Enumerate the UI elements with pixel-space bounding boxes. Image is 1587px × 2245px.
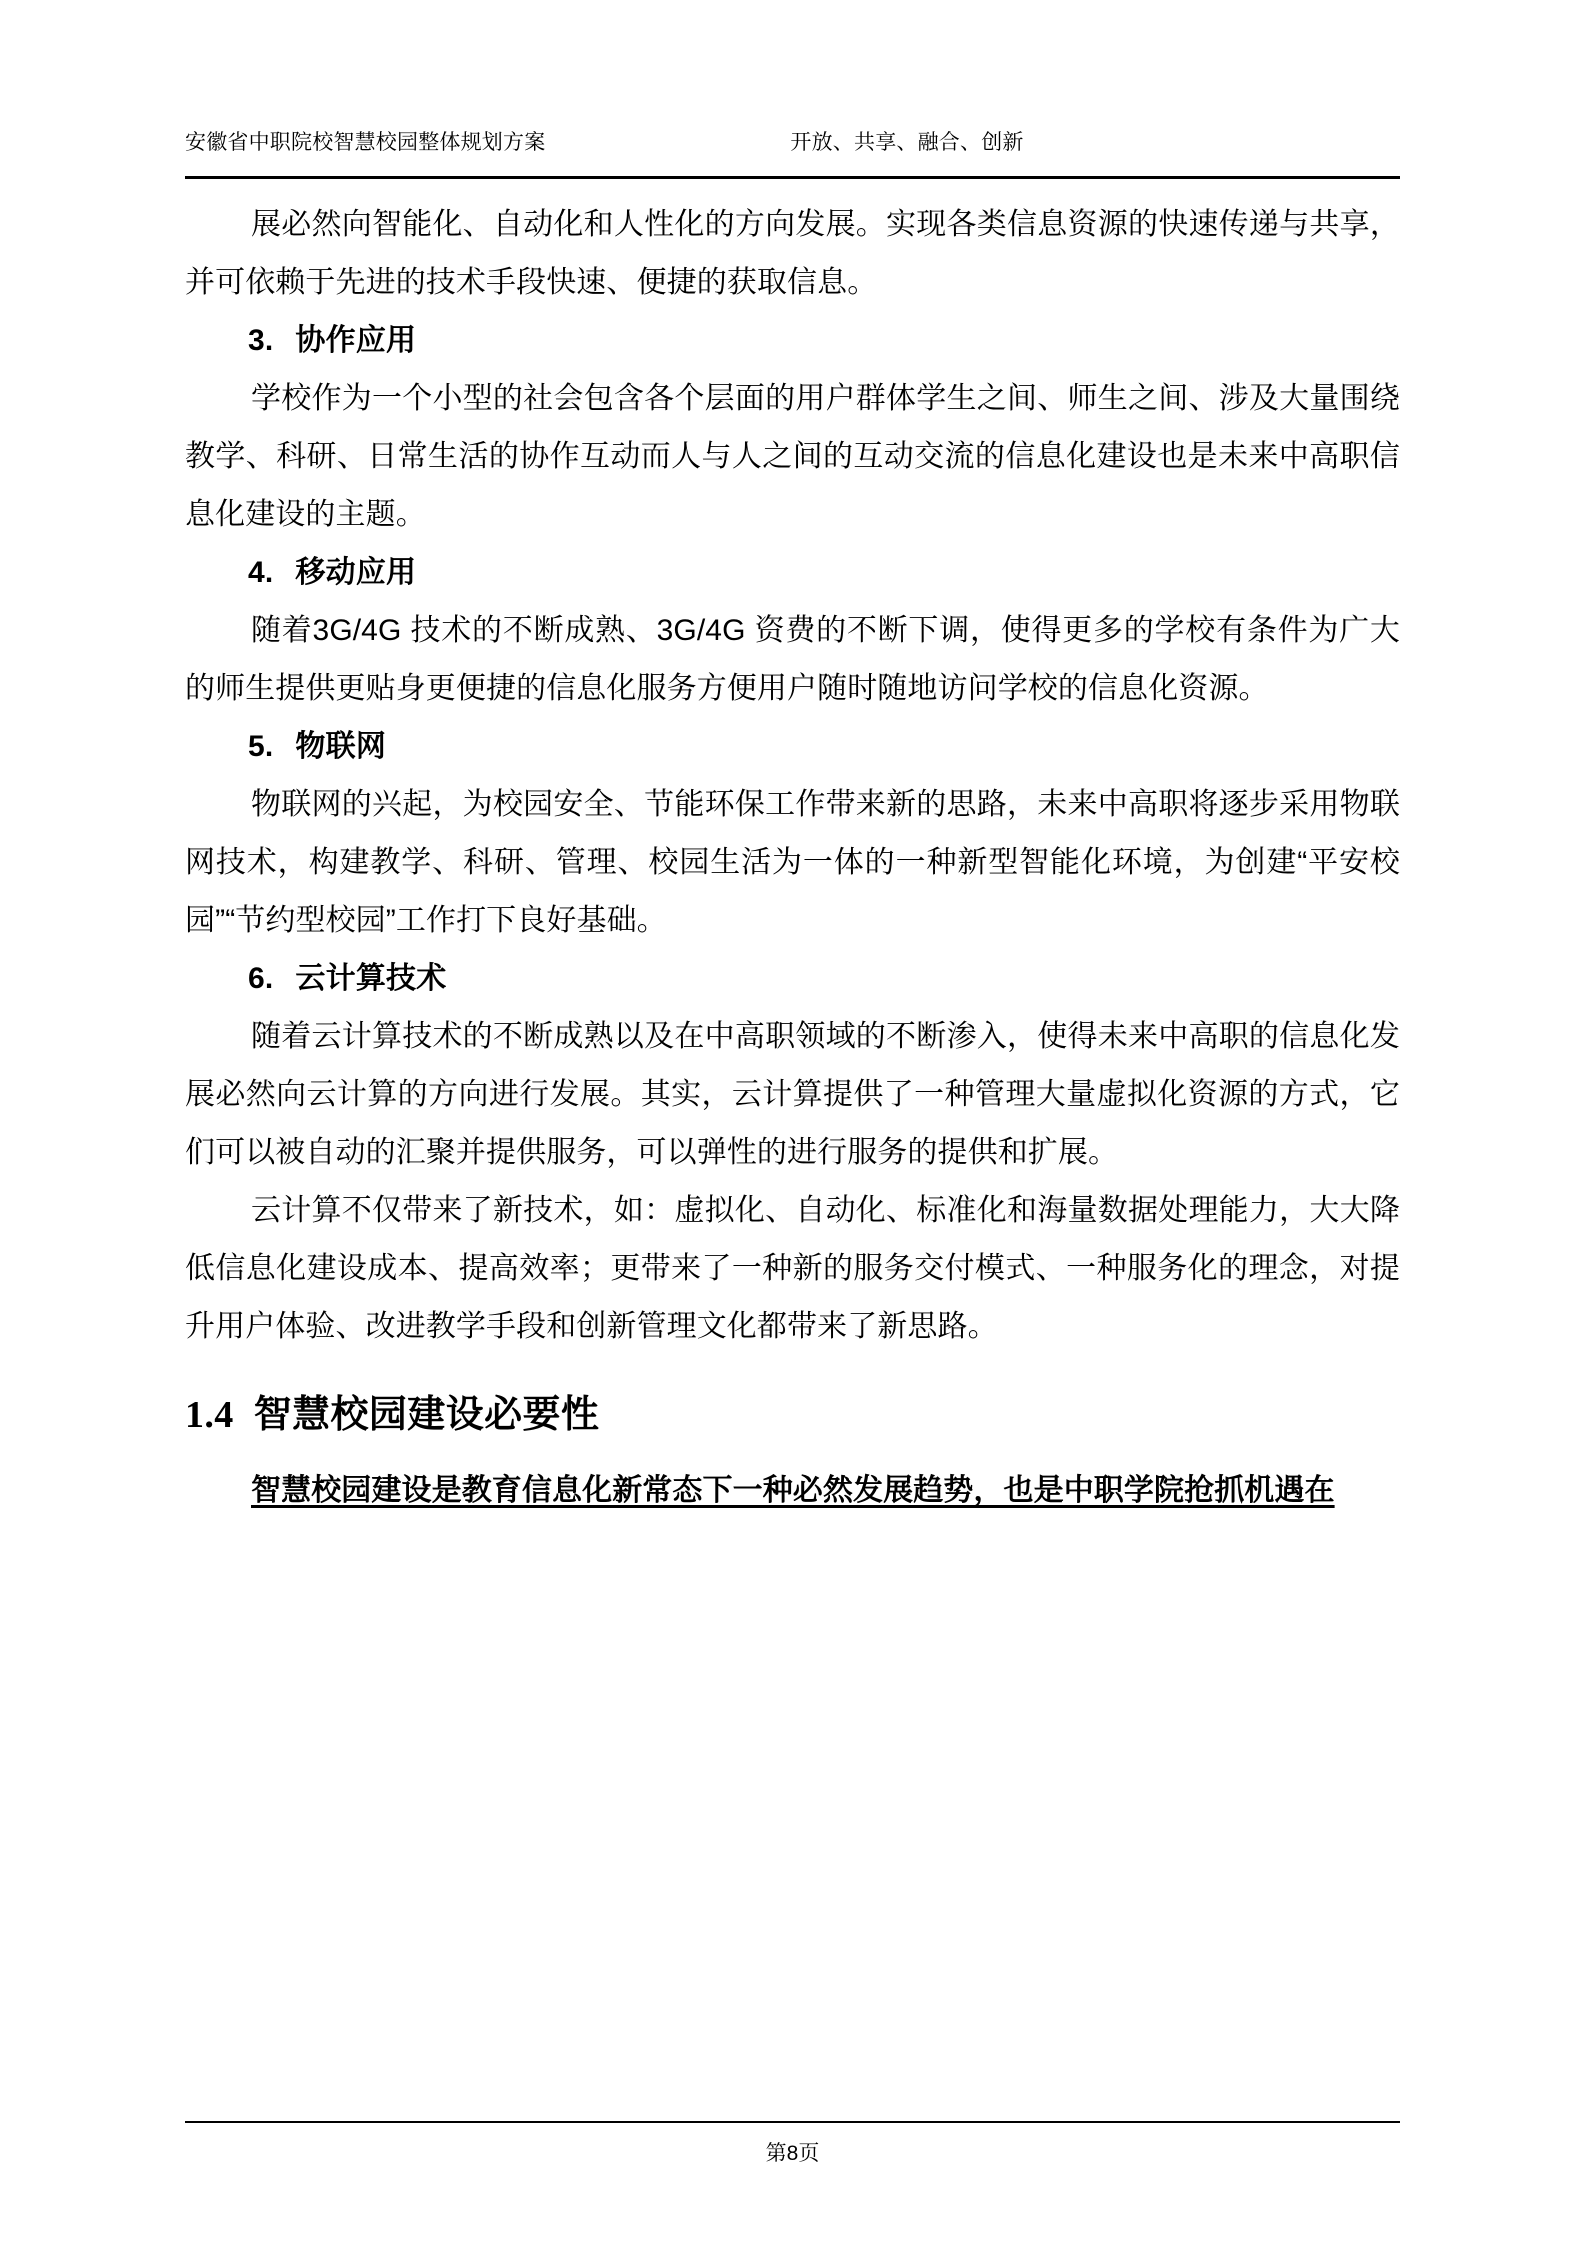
header-divider: [185, 176, 1400, 179]
heading-item-4: [185, 544, 1400, 602]
section-spacer: [185, 1356, 1400, 1378]
header-slogan: 开放、共享、融合、创新: [790, 131, 1024, 154]
heading-item-4-title: 移动应用: [295, 556, 417, 589]
heading-item-6: [185, 950, 1400, 1008]
footer-divider: [185, 2121, 1400, 2123]
paragraph-item-3: 学校作为一个小型的社会包含各个层面的用户群体学生之间、师生之间、涉及大量围绕教学、科研、日常生活的协作互动而人与人之间的互动交流的信息化建设也是未来中高职信息化建设的主题。: [185, 382, 1400, 531]
heading-section-1-4: [185, 1378, 1400, 1452]
page-number-label: 第8页: [765, 2142, 820, 2165]
heading-item-3-title: 协作应用: [295, 324, 417, 357]
heading-item-4-number: 4.: [248, 556, 274, 589]
heading-item-5-number: 5.: [248, 730, 274, 763]
section-number: 1.4: [185, 1394, 234, 1436]
heading-item-6-title: 云计算技术: [295, 962, 447, 995]
heading-item-6-number: 6.: [248, 962, 274, 995]
paragraph-item-6-first: 随着云计算技术的不断成熟以及在中高职领域的不断渗入，使得未来中高职的信息化发展必然向云计算的方向进行发展。其实，云计算提供了一种管理大量虚拟化资源的方式，它们可以被自动的汇聚并提供服务，可以弹性的进行服务的提供和扩展。: [185, 1020, 1400, 1169]
heading-item-5-title: 物联网: [295, 730, 387, 763]
header-document-title: 安徽省中职院校智慧校园整体规划方案: [185, 131, 546, 154]
paragraph-spacer: [185, 1452, 1400, 1462]
paragraph-item-5: 物联网的兴起，为校园安全、节能环保工作带来新的思路，未来中高职将逐步采用物联网技术，构建教学、科研、管理、校园生活为一体的一种新型智能化环境，为创建“平安校园”“节约型校园”工作打下良好基础。: [185, 788, 1400, 937]
heading-item-5: [185, 718, 1400, 776]
heading-item-3-number: 3.: [248, 324, 274, 357]
page-footer: [185, 2138, 1400, 2170]
section-title: 智慧校园建设必要性: [253, 1394, 600, 1436]
page-header: [185, 128, 1400, 158]
heading-item-3: [185, 312, 1400, 370]
paragraph-continued: 展必然向智能化、自动化和人性化的方向发展。实现各类信息资源的快速传递与共享，并可依赖于先进的技术手段快速、便捷的获取信息。: [185, 208, 1400, 299]
paragraph-item-4: 随着3G/4G 技术的不断成熟、3G/4G 资费的不断下调，使得更多的学校有条件为广大的师生提供更贴身更便捷的信息化服务方便用户随时随地访问学校的信息化资源。: [185, 614, 1400, 705]
document-body: [185, 196, 1400, 1520]
paragraph-item-6-second: 云计算不仅带来了新技术，如：虚拟化、自动化、标准化和海量数据处理能力，大大降低信息化建设成本、提高效率；更带来了一种新的服务交付模式、一种服务化的理念，对提升用户体验、改进教学手段和创新管理文化都带来了新思路。: [185, 1194, 1400, 1343]
paragraph-emphasis-underlined: 智慧校园建设是教育信息化新常态下一种必然发展趋势，也是中职学院抢抓机遇在: [251, 1474, 1335, 1507]
